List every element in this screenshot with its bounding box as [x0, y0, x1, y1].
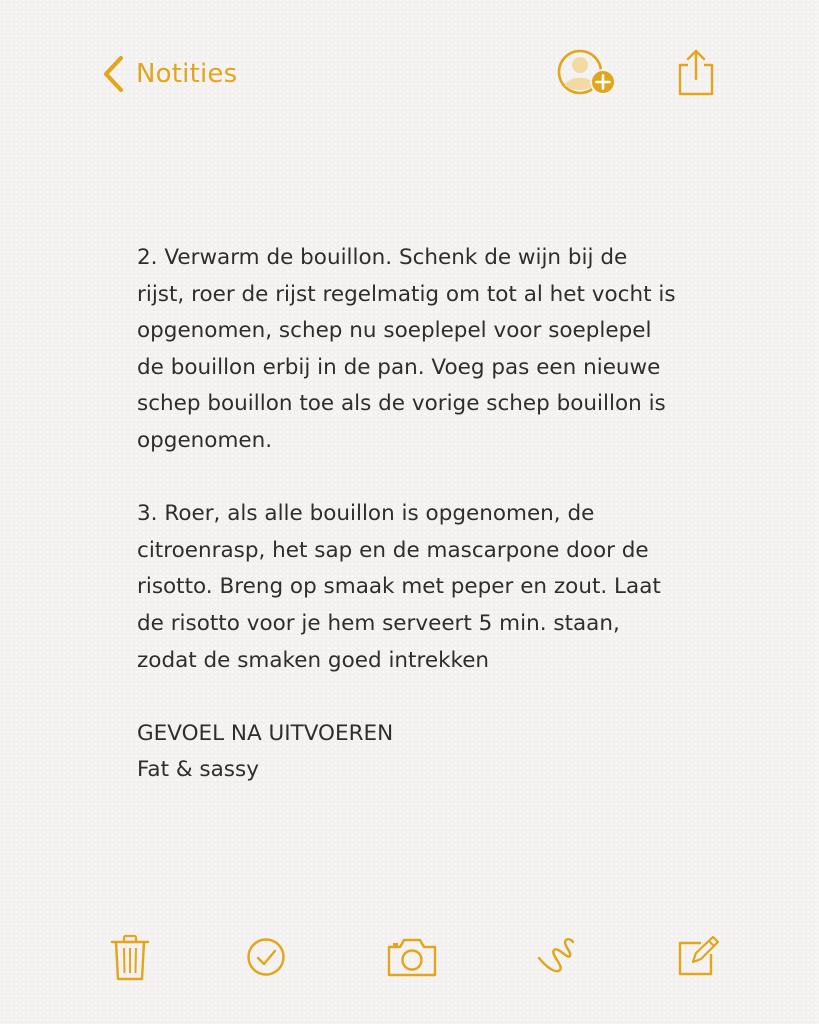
note-step-2: 2. Verwarm de bouillon. Schenk de wijn bij de rijst, roer de rijst regelmatig om tot al het vocht is opgenomen, schep nu soeplepel voor soeplepel de bouillon erbij in de pan. Voeg pas een nieuwe schep bouillon toe als de vorige schep bouillon is opgenomen. [137, 245, 676, 453]
paragraph-gap [137, 679, 737, 716]
sketch-button[interactable] [536, 934, 576, 984]
checklist-button[interactable] [244, 934, 288, 984]
note-step-3: 3. Roer, als alle bouillon is opgenomen, de citroenrasp, het sap en de mascarpone door de risotto. Breng op smaak met peper en zout. Laat de risotto voor je hem serveert 5 min. staan, zodat de smaken goed intrekken [137, 501, 661, 673]
checklist-icon [244, 934, 288, 980]
feeling-heading: GEVOEL NA UITVOEREN [137, 720, 394, 746]
share-icon [676, 48, 716, 98]
paragraph-gap [137, 460, 737, 497]
compose-icon [675, 934, 721, 980]
camera-button[interactable] [385, 934, 439, 984]
share-button[interactable] [676, 48, 716, 102]
feeling-value: Fat & sassy [137, 757, 259, 783]
back-button[interactable] [102, 52, 237, 96]
chevron-left-icon [102, 55, 126, 93]
compose-button[interactable] [675, 934, 721, 984]
add-person-icon [556, 46, 622, 100]
camera-icon [385, 934, 439, 980]
back-label: Notities [136, 59, 238, 89]
trash-icon [110, 934, 150, 982]
note-body[interactable] [137, 240, 737, 789]
delete-button[interactable] [110, 934, 150, 986]
sketch-icon [536, 934, 576, 980]
add-person-button[interactable] [556, 46, 622, 104]
